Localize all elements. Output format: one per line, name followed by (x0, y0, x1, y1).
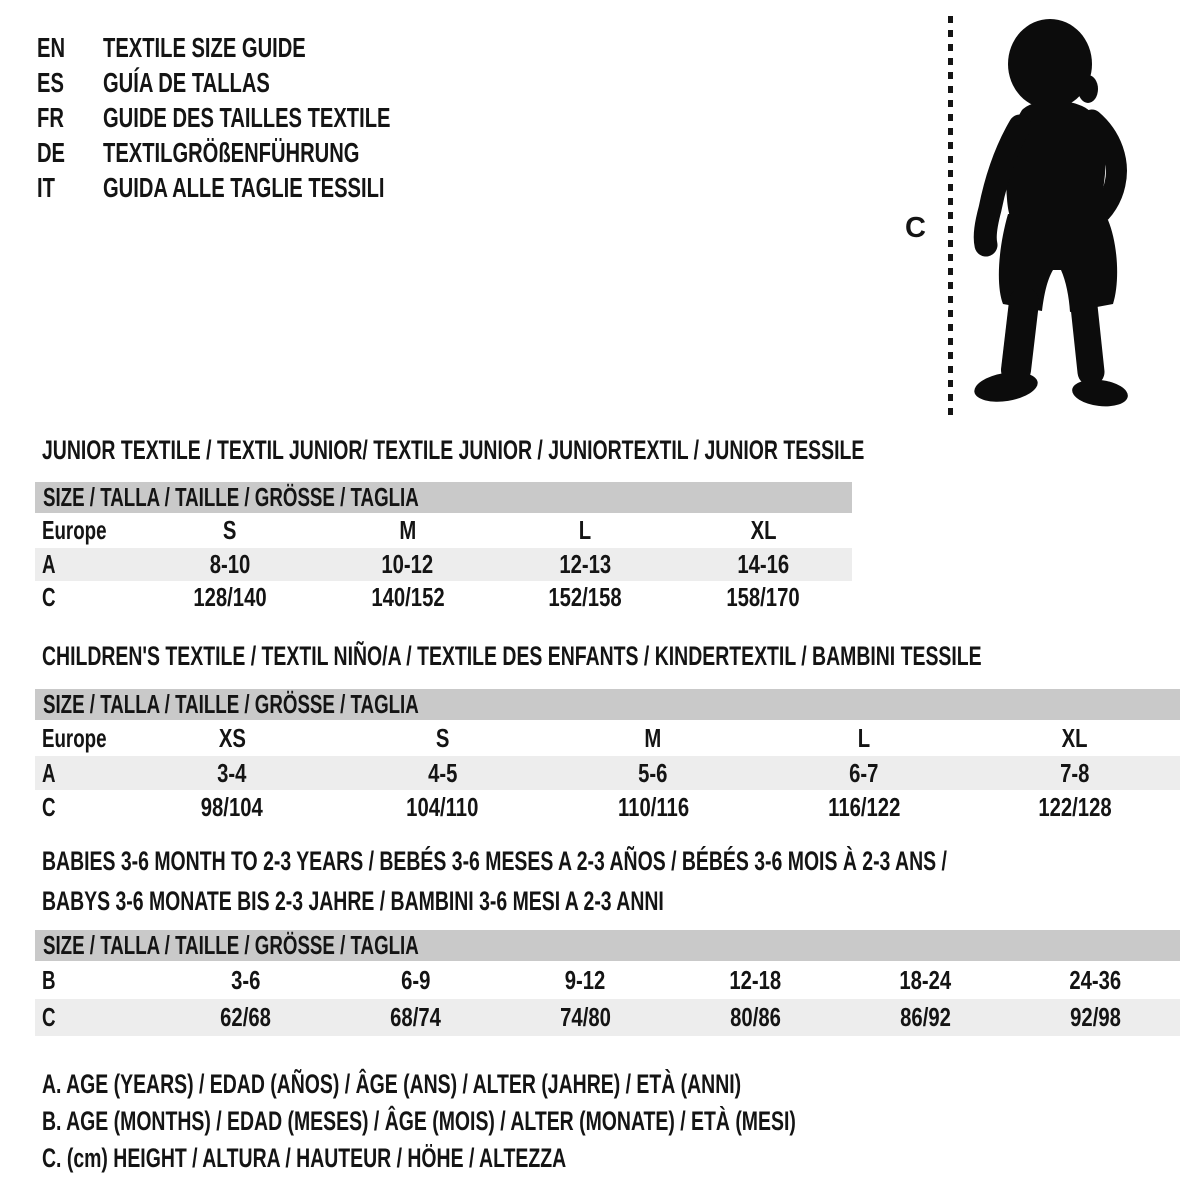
value-cell (1010, 961, 1180, 999)
value-cell (548, 790, 759, 824)
value-cell (501, 999, 671, 1036)
value-cell-text: 8-10 (209, 549, 251, 579)
row-label-text: Europe (42, 515, 107, 545)
legend-line-a-text: A. AGE (YEARS) / EDAD (AÑOS) / ÂGE (ANS) / ALTER (JAHRE) / ETÀ (ANNI) (42, 1069, 742, 1099)
table-row-age (35, 548, 852, 581)
value-cell (674, 548, 852, 581)
value-cell (674, 581, 852, 614)
size-cell (674, 513, 852, 548)
row-label (35, 999, 161, 1036)
language-row-en (37, 30, 502, 65)
size-cell (127, 720, 338, 756)
row-label-text: Europe (42, 722, 107, 753)
row-label (35, 720, 127, 756)
legend-line-c (42, 1140, 1089, 1177)
value-cell-text: 3-6 (231, 964, 261, 995)
value-cell (337, 756, 548, 790)
value-cell (759, 756, 970, 790)
table-header-row (35, 930, 1180, 961)
size-cell-text: XL (1061, 722, 1088, 753)
language-code: EN (37, 31, 66, 63)
row-label (35, 548, 141, 581)
value-cell (670, 961, 840, 999)
size-cell (319, 513, 497, 548)
row-label-text: C (42, 1002, 56, 1032)
value-cell (161, 999, 331, 1036)
value-cell-text: 62/68 (220, 1002, 272, 1032)
language-code: IT (37, 171, 55, 203)
size-cell (141, 513, 319, 548)
section-title-babies (42, 841, 1200, 921)
value-cell (127, 756, 338, 790)
size-cell-text: S (223, 515, 237, 545)
value-cell-text: 104/110 (406, 791, 479, 822)
value-cell (548, 756, 759, 790)
language-title: GUIDE DES TAILLES TEXTILE (103, 101, 391, 133)
value-cell-text: 6-7 (849, 757, 879, 788)
table-header-text: SIZE / TALLA / TAILLE / GRÖSSE / TAGLIA (43, 689, 419, 719)
language-row-fr (37, 100, 502, 135)
value-cell-text: 10-12 (381, 549, 434, 579)
row-label (35, 961, 161, 999)
value-cell-text: 24-36 (1069, 964, 1121, 995)
value-cell-text: 5-6 (638, 757, 668, 788)
table-header-text: SIZE / TALLA / TAILLE / GRÖSSE / TAGLIA (43, 930, 419, 960)
value-cell (759, 790, 970, 824)
value-cell (1010, 999, 1180, 1036)
size-cell-text: M (644, 722, 662, 753)
value-cell-text: 152/158 (548, 582, 623, 612)
language-code: ES (37, 66, 64, 98)
size-cell (497, 513, 675, 548)
size-table-junior (35, 482, 852, 614)
language-title: GUIDA ALLE TAGLIE TESSILI (103, 171, 385, 203)
row-label-text: C (42, 582, 56, 612)
value-cell-text: 14-16 (737, 549, 790, 579)
value-cell-text: 140/152 (371, 582, 445, 612)
value-cell-text: 98/104 (200, 791, 263, 822)
value-cell-text: 9-12 (565, 964, 606, 995)
row-label (35, 581, 141, 614)
table-row-months (35, 961, 1180, 999)
value-cell-text: 18-24 (899, 964, 952, 995)
value-cell-text: 122/128 (1037, 791, 1112, 822)
value-cell (319, 581, 497, 614)
table-row-height (35, 999, 1180, 1036)
value-cell (670, 999, 840, 1036)
table-header-cell (35, 930, 1180, 961)
language-row-es (37, 65, 502, 100)
value-cell-text: 92/98 (1069, 1002, 1121, 1032)
value-cell (969, 790, 1180, 824)
value-cell (337, 790, 548, 824)
value-cell (969, 756, 1180, 790)
size-table-children (35, 689, 1180, 824)
value-cell (141, 581, 319, 614)
value-cell-text: 74/80 (560, 1002, 611, 1032)
value-cell-text: 110/116 (617, 791, 689, 822)
value-cell (127, 790, 338, 824)
value-cell (331, 999, 501, 1036)
size-cell (337, 720, 548, 756)
value-cell-text: 6-9 (401, 964, 431, 995)
size-cell-text: L (857, 722, 871, 753)
language-row-de (37, 135, 502, 170)
section-title-children (42, 641, 1200, 671)
value-cell (840, 999, 1010, 1036)
value-cell-text: 128/140 (193, 582, 267, 612)
table-row-height (35, 581, 852, 614)
size-cell-text: XS (218, 722, 246, 753)
value-cell (840, 961, 1010, 999)
table-row-age (35, 756, 1180, 790)
value-cell (501, 961, 671, 999)
size-cell (969, 720, 1180, 756)
language-title: GUÍA DE TALLAS (103, 66, 270, 98)
row-label-text: A (42, 757, 56, 788)
section-title-babies-line2: BABYS 3-6 MONATE BIS 2-3 JAHRE / BAMBINI 3-6 MESI A 2-3 ANNI (42, 886, 664, 916)
size-cell-text: M (399, 515, 417, 545)
table-row-sizes (35, 720, 1180, 756)
value-cell-text: 3-4 (217, 757, 247, 788)
legend-line-c-text: C. (cm) HEIGHT / ALTURA / HAUTEUR / HÖHE / ALTEZZA (42, 1143, 567, 1173)
value-cell (497, 548, 675, 581)
value-cell (331, 961, 501, 999)
language-row-it (37, 170, 502, 205)
value-cell-text: 12-18 (729, 964, 782, 995)
language-code: DE (37, 136, 66, 168)
table-header-cell (35, 689, 1180, 720)
row-label-text: B (42, 964, 56, 995)
table-row-sizes (35, 513, 852, 548)
legend (42, 1066, 1089, 1177)
language-list (37, 30, 502, 205)
section-title-babies-line1: BABIES 3-6 MONTH TO 2-3 YEARS / BEBÉS 3-6 MESES A 2-3 AÑOS / BÉBÉS 3-6 MOIS À 2-3 ANS / (42, 846, 947, 876)
toddler-silhouette-icon (962, 14, 1142, 419)
value-cell (141, 548, 319, 581)
value-cell-text: 80/86 (729, 1002, 781, 1032)
section-title-children-text: CHILDREN'S TEXTILE / TEXTIL NIÑO/A / TEXTILE DES ENFANTS / KINDERTEXTIL / BAMBINI TESSILE (42, 641, 982, 671)
size-cell (548, 720, 759, 756)
row-label-text: C (42, 791, 56, 822)
value-cell-text: 158/170 (726, 582, 800, 612)
value-cell (161, 961, 331, 999)
size-table-babies (35, 930, 1180, 1036)
height-measure-label: C (905, 212, 926, 244)
table-header-text: SIZE / TALLA / TAILLE / GRÖSSE / TAGLIA (43, 482, 419, 512)
language-title: TEXTILGRÖßENFÜHRUNG (103, 136, 360, 168)
table-header-cell (35, 482, 852, 513)
value-cell-text: 86/92 (899, 1002, 951, 1032)
legend-line-a (42, 1066, 1089, 1103)
value-cell-text: 7-8 (1059, 757, 1090, 788)
table-row-height (35, 790, 1180, 824)
language-title: TEXTILE SIZE GUIDE (103, 31, 306, 63)
size-cell (759, 720, 970, 756)
value-cell (319, 548, 497, 581)
legend-line-b-text: B. AGE (MONTHS) / EDAD (MESES) / ÂGE (MOIS) / ALTER (MONATE) / ETÀ (MESI) (42, 1106, 796, 1136)
section-title-junior (42, 435, 1184, 465)
value-cell (497, 581, 675, 614)
table-header-row (35, 482, 852, 513)
language-code: FR (37, 101, 64, 133)
legend-line-b (42, 1103, 1089, 1140)
row-label (35, 513, 141, 548)
section-title-junior-text: JUNIOR TEXTILE / TEXTIL JUNIOR/ TEXTILE JUNIOR / JUNIORTEXTIL / JUNIOR TESSILE (42, 435, 865, 465)
size-cell-text: L (579, 515, 592, 545)
size-cell-text: S (435, 722, 450, 753)
value-cell-text: 116/122 (827, 791, 901, 822)
value-cell-text: 12-13 (559, 549, 612, 579)
height-measure-line (948, 16, 953, 416)
row-label (35, 756, 127, 790)
row-label-text: A (42, 549, 56, 579)
size-cell-text: XL (750, 515, 777, 545)
value-cell-text: 4-5 (427, 757, 458, 788)
row-label (35, 790, 127, 824)
table-header-row (35, 689, 1180, 720)
value-cell-text: 68/74 (390, 1002, 442, 1032)
